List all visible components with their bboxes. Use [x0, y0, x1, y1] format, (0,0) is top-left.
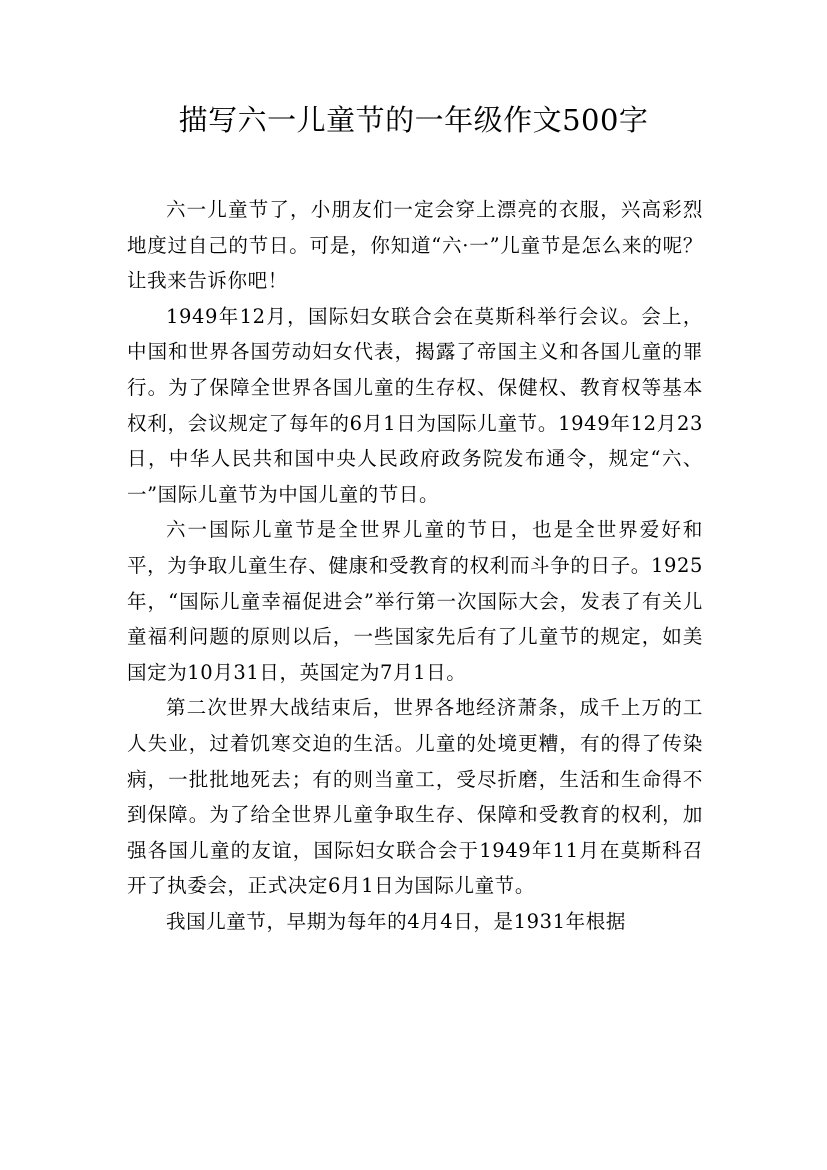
paragraph-2: 1949年12月，国际妇女联合会在莫斯科举行会议。会上，中国和世界各国劳动妇女代表，揭露了帝国主义和各国儿童的罪行。为了保障全世界各国儿童的生存权、保健权、教育权等基本权利，会议规定了每年的6月1日为国际儿童节。1949年12月23日，中华人民共和国中央人民政府政务院发布通令，规定“六、一”国际儿童节为中国儿童的节日。 [127, 304, 703, 506]
paragraph-1: 六一儿童节了，小朋友们一定会穿上漂亮的衣服，兴高彩烈地度过自己的节日。可是，你知道“六·一”儿童节是怎么来的呢？让我来告诉你吧！ [127, 198, 703, 293]
essay-body [127, 192, 703, 939]
paragraph-5: 我国儿童节，早期为每年的4月4日，是1931年根据 [166, 909, 626, 933]
paragraph-4: 第二次世界大战结束后，世界各地经济萧条，成千上万的工人失业，过着饥寒交迫的生活。儿童的处境更糟，有的得了传染病，一批批地死去；有的则当童工，受尽折磨，生活和生命得不到保障。为了给全世界儿童争取生存、保障和受教育的权利，加强各国儿童的友谊，国际妇女联合会于1949年11月在莫斯科召开了执委会，正式决定6月1日为国际儿童节。 [127, 696, 703, 898]
document-title: 描写六一儿童节的一年级作文500字 [178, 103, 649, 137]
paragraph-3: 六一国际儿童节是全世界儿童的节日，也是全世界爱好和平，为争取儿童生存、健康和受教育的权利而斗争的日子。1925年，“国际儿童幸福促进会”举行第一次国际大会，发表了有关儿童福利问题的原则以后，一些国家先后有了儿童节的规定，如美国定为10月31日，英国定为7月1日。 [127, 518, 703, 684]
